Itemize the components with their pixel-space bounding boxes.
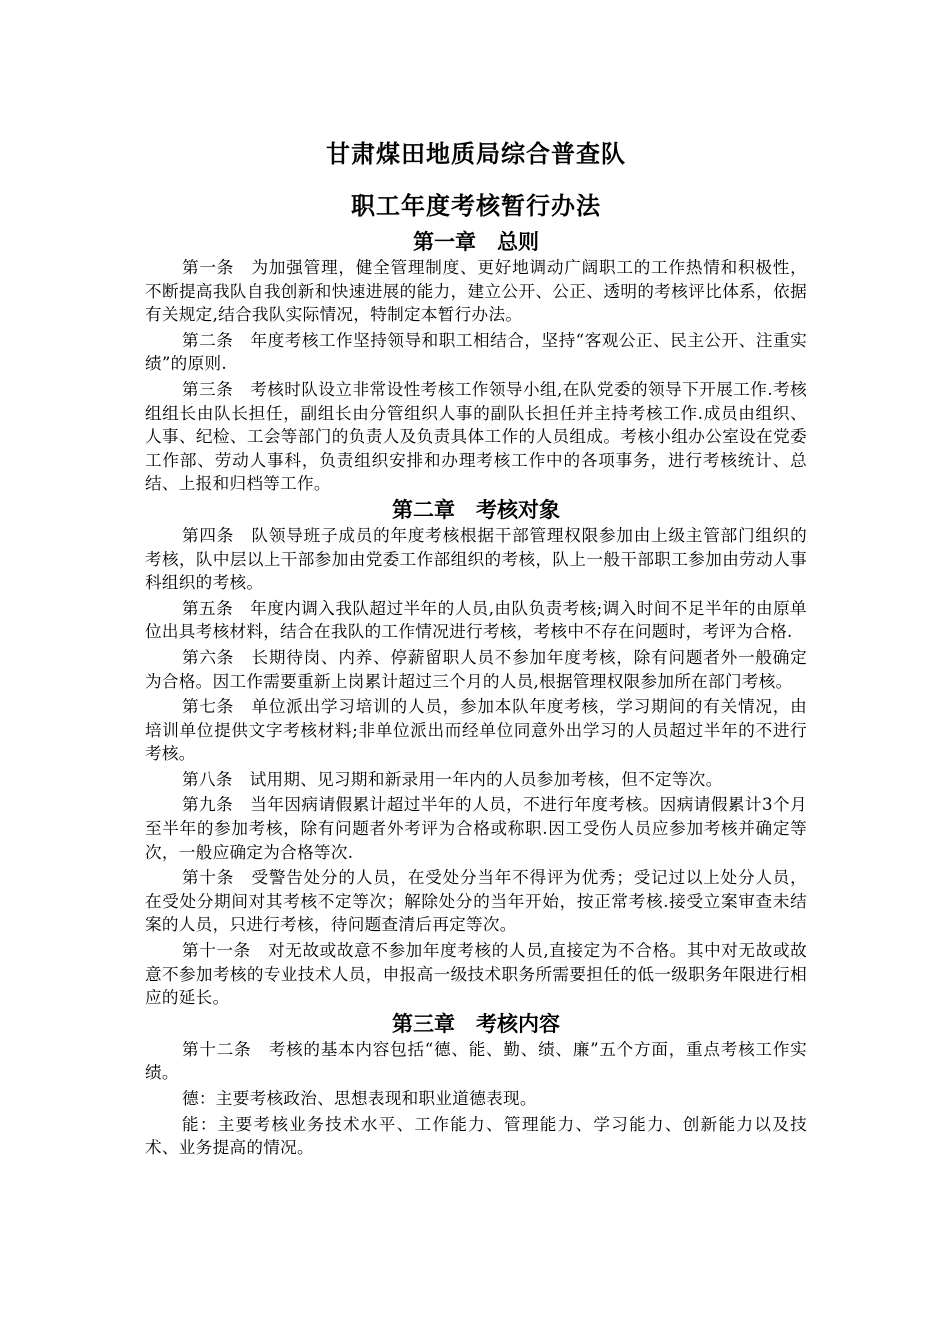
content-item-neng: 能：主要考核业务技术水平、工作能力、管理能力、学习能力、创新能力以及技术、业务提高的情况。 [145, 1114, 807, 1158]
chapter-1 [145, 228, 807, 496]
chapter-heading: 第一章 总则 [413, 230, 539, 254]
article-12: 第十二条 考核的基本内容包括“德、能、勤、绩、廉”五个方面，重点考核工作实绩。 [145, 1039, 807, 1083]
article-10: 第十条 受警告处分的人员，在受处分当年不得评为优秀；受记过以上处分人员，在受处分期间对其考核不定等次；解除处分的当年开始，按正常考核.接受立案审查未结案的人员，只进行考核，待问题查清后再定等次。 [145, 868, 807, 935]
chapter-heading: 第三章 考核内容 [392, 1011, 560, 1036]
article-3: 第三条 考核时队设立非常设性考核工作领导小组,在队党委的领导下开展工作.考核组组长由队长担任，副组长由分管组织人事的副队长担任并主持考核工作.成员由组织、人事、纪检、工会等部门的负责人及负责具体工作的人员组成。考核小组办公室设在党委工作部、劳动人事科，负责组织安排和办理考核工作中的各项事务，进行考核统计、总结、上报和归档等工作。 [145, 379, 807, 494]
document-title-line2: 职工年度考核暂行办法 [351, 192, 601, 220]
article-4: 第四条 队领导班子成员的年度考核根据干部管理权限参加由上级主管部门组织的考核，队中层以上干部参加由党委工作部组织的考核，队上一般干部职工参加由劳动人事科组织的考核。 [145, 525, 807, 593]
chapter-heading: 第二章 考核对象 [392, 497, 560, 522]
article-6: 第六条 长期待岗、内养、停薪留职人员不参加年度考核，除有问题者外一般确定为合格。因工作需要重新上岗累计超过三个月的人员,根据管理权限参加所在部门考核。 [145, 647, 807, 691]
article-8: 第八条 试用期、见习期和新录用一年内的人员参加考核，但不定等次。 [182, 769, 723, 789]
document-page [145, 128, 807, 1160]
article-2: 第二条 年度考核工作坚持领导和职工相结合，坚持“客观公正、民主公开、注重实绩”的原则. [145, 330, 807, 374]
article-11: 第十一条 对无故或故意不参加年度考核的人员,直接定为不合格。其中对无故或故意不参加考核的专业技术人员，申报高一级技术职务所需要担任的低一级职务年限进行相应的延长。 [145, 941, 807, 1008]
chapter-2 [145, 496, 807, 1010]
content-item-de: 德：主要考核政治、思想表现和职业道德表现。 [182, 1089, 537, 1108]
article-1: 第一条 为加强管理，健全管理制度、更好地调动广阔职工的工作热情和积极性，不断提高我队自我创新和快速进展的能力，建立公开、公正、透明的考核评比体系，依据有关规定,结合我队实际情况，特制定本暂行办法。 [145, 258, 807, 325]
chapter-3 [145, 1010, 807, 1160]
article-5: 第五条 年度内调入我队超过半年的人员,由队负责考核;调入时间不足半年的由原单位出具考核材料，结合在我队的工作情况进行考核，考核中不存在问题时，考评为合格. [145, 598, 807, 642]
article-9: 第九条 当年因病请假累计超过半年的人员，不进行年度考核。因病请假累计3个月至半年的参加考核，除有问题者外考评为合格或称职.因工受伤人员应参加考核并确定等次，一般应确定为合格等次. [145, 795, 807, 862]
document-title-line1: 甘肃煤田地质局综合普查队 [326, 140, 626, 168]
article-7: 第七条 单位派出学习培训的人员，参加本队年度考核，学习期间的有关情况，由培训单位提供文字考核材料;非单位派出而经单位同意外出学习的人员超过半年的不进行考核。 [145, 697, 807, 764]
